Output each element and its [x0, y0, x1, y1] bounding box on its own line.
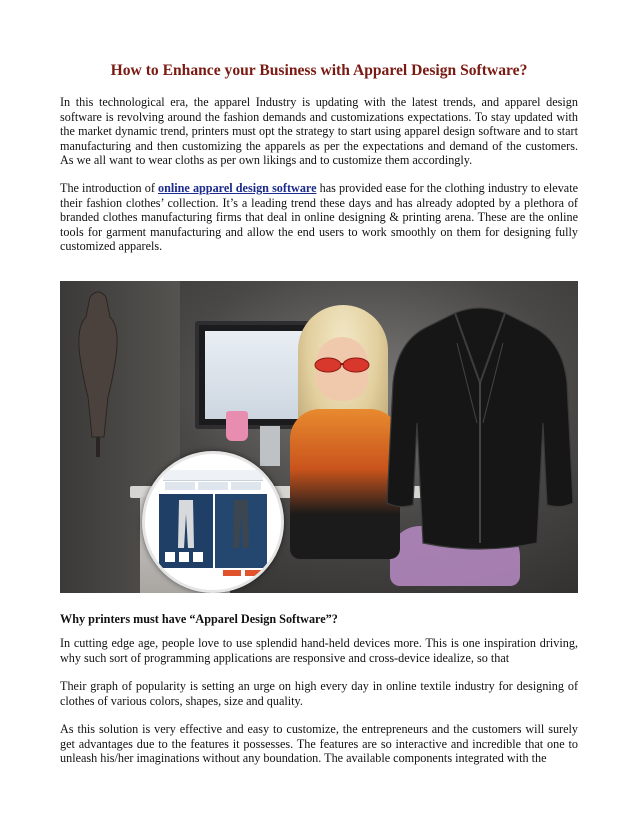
dark-pants-icon	[232, 500, 250, 550]
body-paragraph-4: Their graph of popularity is setting an urge on high every day in online textile industry for designing of clothes of various colors, shapes, size and quality.	[60, 679, 578, 708]
intro-paragraph-text: In this technological era, the apparel Industry is updating with the latest trends, and apparel design software is revolving around the fashion demands and customizations expectations. To stay updated with the market dynamic trend, printers must opt the strategy to start using apparel design software and to start manufacturing and then customizing the apparels as per the expectations and demand of the customers. As we all want to wear cloths as per own likings and to customize them accordingly.	[60, 95, 578, 168]
light-pants-icon	[177, 500, 195, 550]
page-title: How to Enhance your Business with Apparel Design Software?	[110, 62, 528, 79]
paragraph-text-before-link: The introduction of	[60, 181, 158, 195]
mannequin-icon	[68, 287, 128, 457]
sunglasses-icon	[310, 357, 374, 373]
body-paragraph-5: As this solution is very effective and easy to customize, the entrepreneurs and the customers will surely get advantages due to the features it possesses. The features are so interactive and incredible that one to unleash his/her imaginations without any boundation. The available components integrated with the	[60, 722, 578, 766]
cup	[226, 411, 248, 441]
woman-body	[290, 409, 400, 559]
paragraph-text-after-link: has provided ease for the clothing industry to elevate their fashion clothes’ collection. It’s a leading trend these days and has already adopted by a plethora of branded clothes manufacturing firms that deal in online designing & printing arena. These are the online tools for garment manufacturing and allow the end users to work smoothly on them for designing fully customized apparels.	[60, 181, 578, 254]
leather-jacket-icon	[385, 303, 575, 553]
body-paragraph-3: In cutting edge age, people love to use splendid hand-held devices more. This is one inspiration driving, why such sort of programming applications are responsive and cross-device idealize, so that	[60, 636, 578, 665]
intro-paragraph	[60, 95, 578, 168]
section-heading: Why printers must have “Apparel Design Software”?	[60, 612, 338, 626]
hero-photo	[60, 281, 578, 593]
introduction-paragraph	[60, 181, 578, 254]
apparel-software-link[interactable]: online apparel design software	[158, 181, 317, 195]
design-tool-screen-icon	[142, 451, 284, 593]
